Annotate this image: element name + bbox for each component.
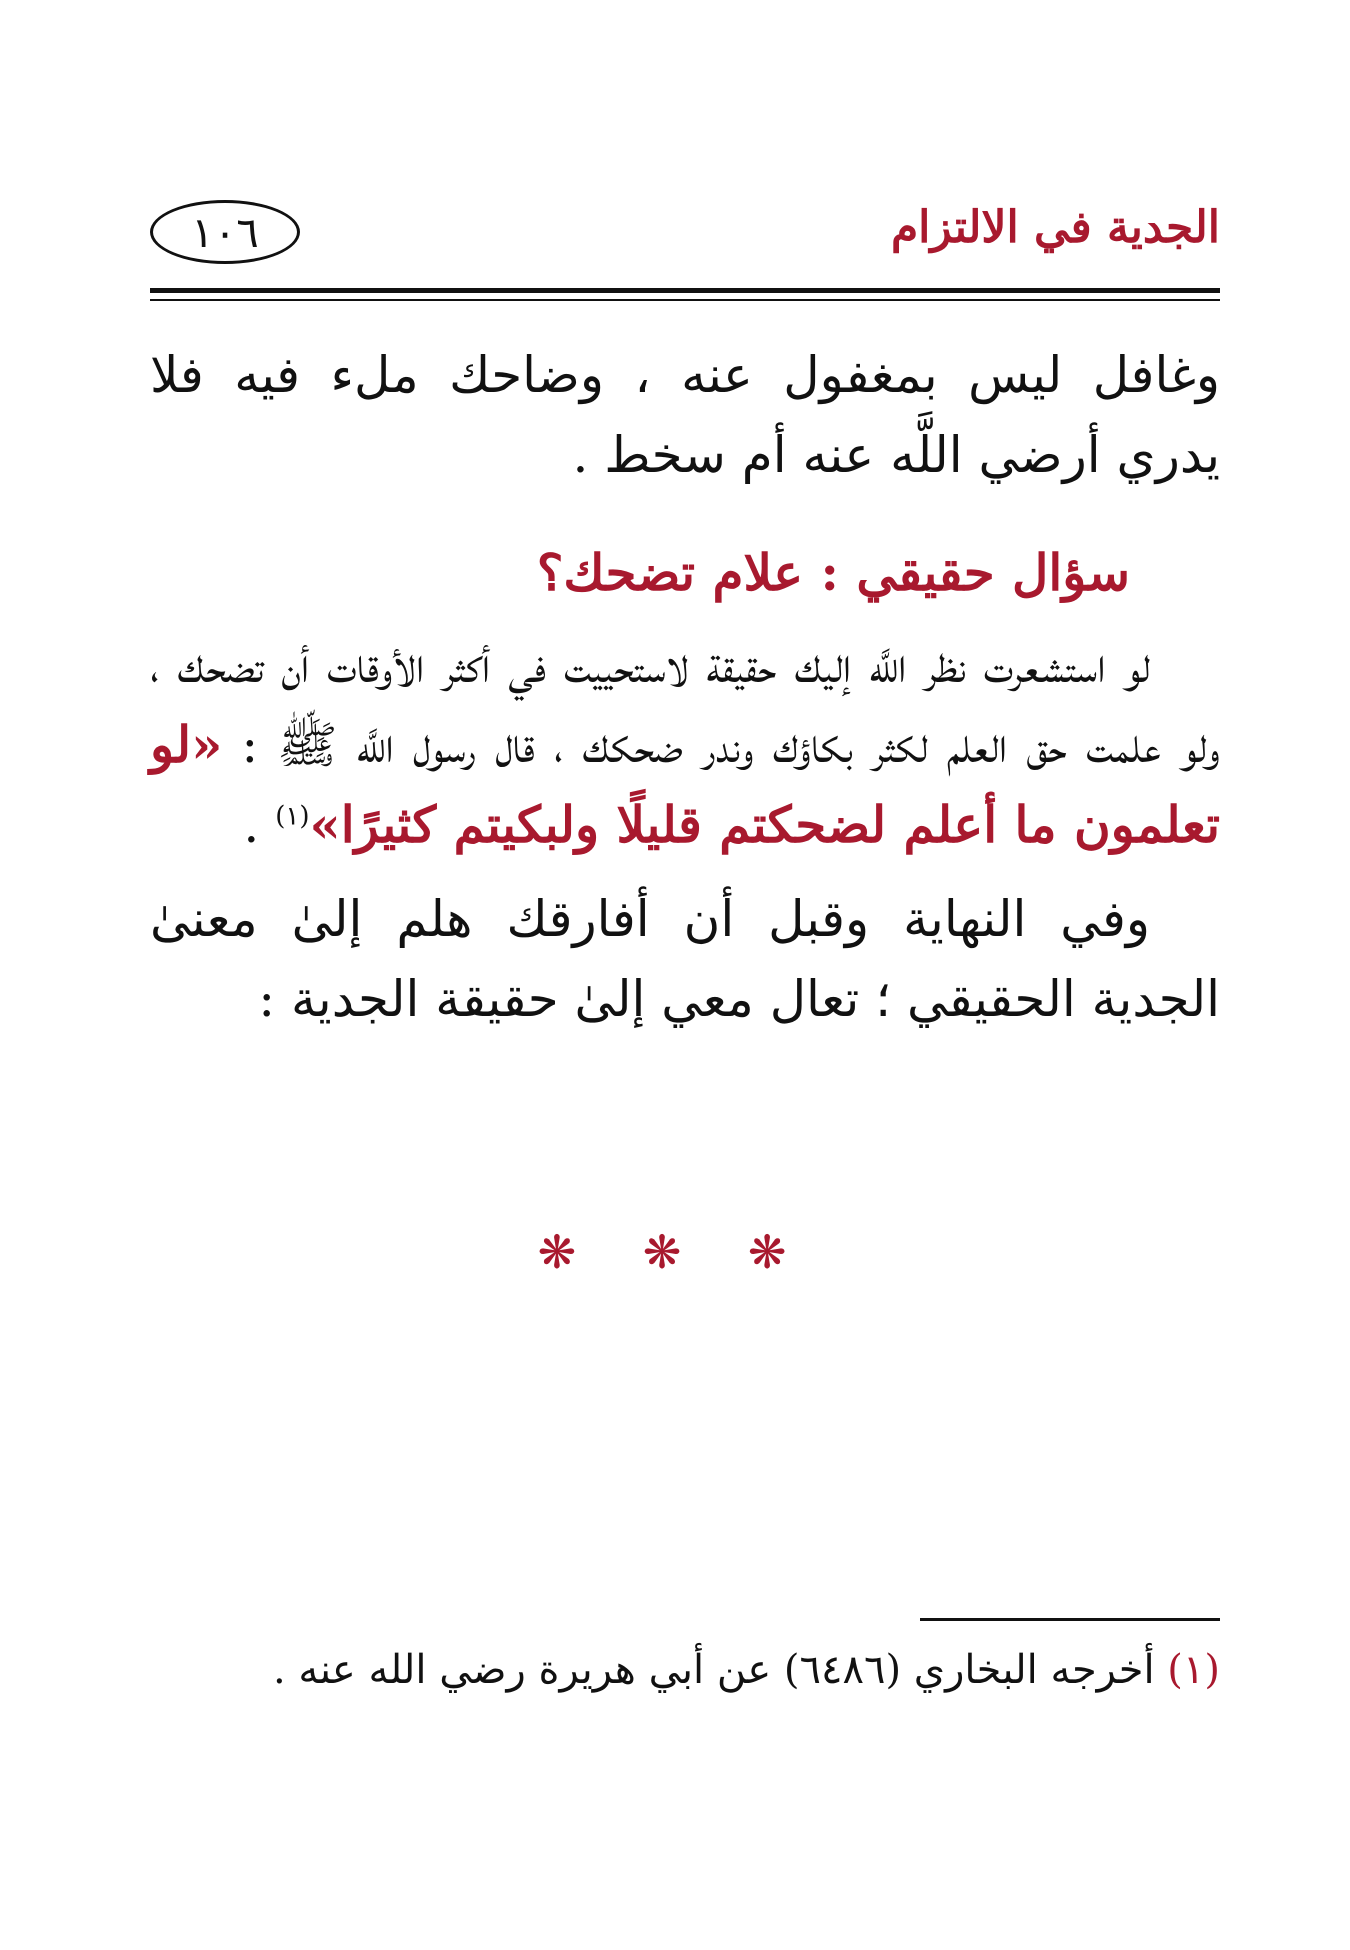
section-heading: سؤال حقيقي : علام تضحك؟	[536, 543, 1130, 602]
footnote-reference: (١)	[275, 801, 310, 832]
body-text	[150, 335, 1220, 1039]
section-separator-stars: ❋ ❋ ❋	[537, 1225, 813, 1279]
footnote-number: (١)	[1167, 1647, 1220, 1693]
header-rule-thin	[150, 299, 1220, 301]
paragraph-2-end: .	[243, 796, 260, 854]
paragraph-3: وفي النهاية وقبل أن أفارقك هلم إلىٰ معنىٰ الجدية الحقيقي ؛ تعال معي إلىٰ حقيقة الجدية :	[150, 890, 1220, 1028]
page-header	[150, 200, 1220, 270]
footnote	[150, 1640, 1220, 1700]
paragraph-2	[150, 625, 1220, 865]
header-rule-thick	[150, 288, 1220, 293]
paragraph-1: وغافل ليس بمغفول عنه ، وضاحك ملء فيه فلا يدري أرضي اللَّه عنه أم سخط .	[150, 346, 1220, 484]
paragraph-2-text: لو استشعرت نظر اللَّه إليك حقيقة لاستحييت في أكثر الأوقات أن تضحك ، ولو علمت حق العلم لكثر بكاؤك وندر ضحكك ، قال رسول اللَّه ﷺ :	[150, 636, 1220, 774]
running-title: الجدية في الالتزام	[890, 202, 1220, 253]
hadith-quote: «لو تعلمون ما أعلم لضحكتم قليلًا ولبكيتم كثيرًا»	[150, 715, 1220, 854]
footnote-rule	[920, 1618, 1220, 1621]
footnote-text: أخرجه البخاري (٦٤٨٦) عن أبي هريرة رضي الله عنه .	[272, 1647, 1155, 1693]
page-number: ١٠٦	[150, 200, 300, 264]
